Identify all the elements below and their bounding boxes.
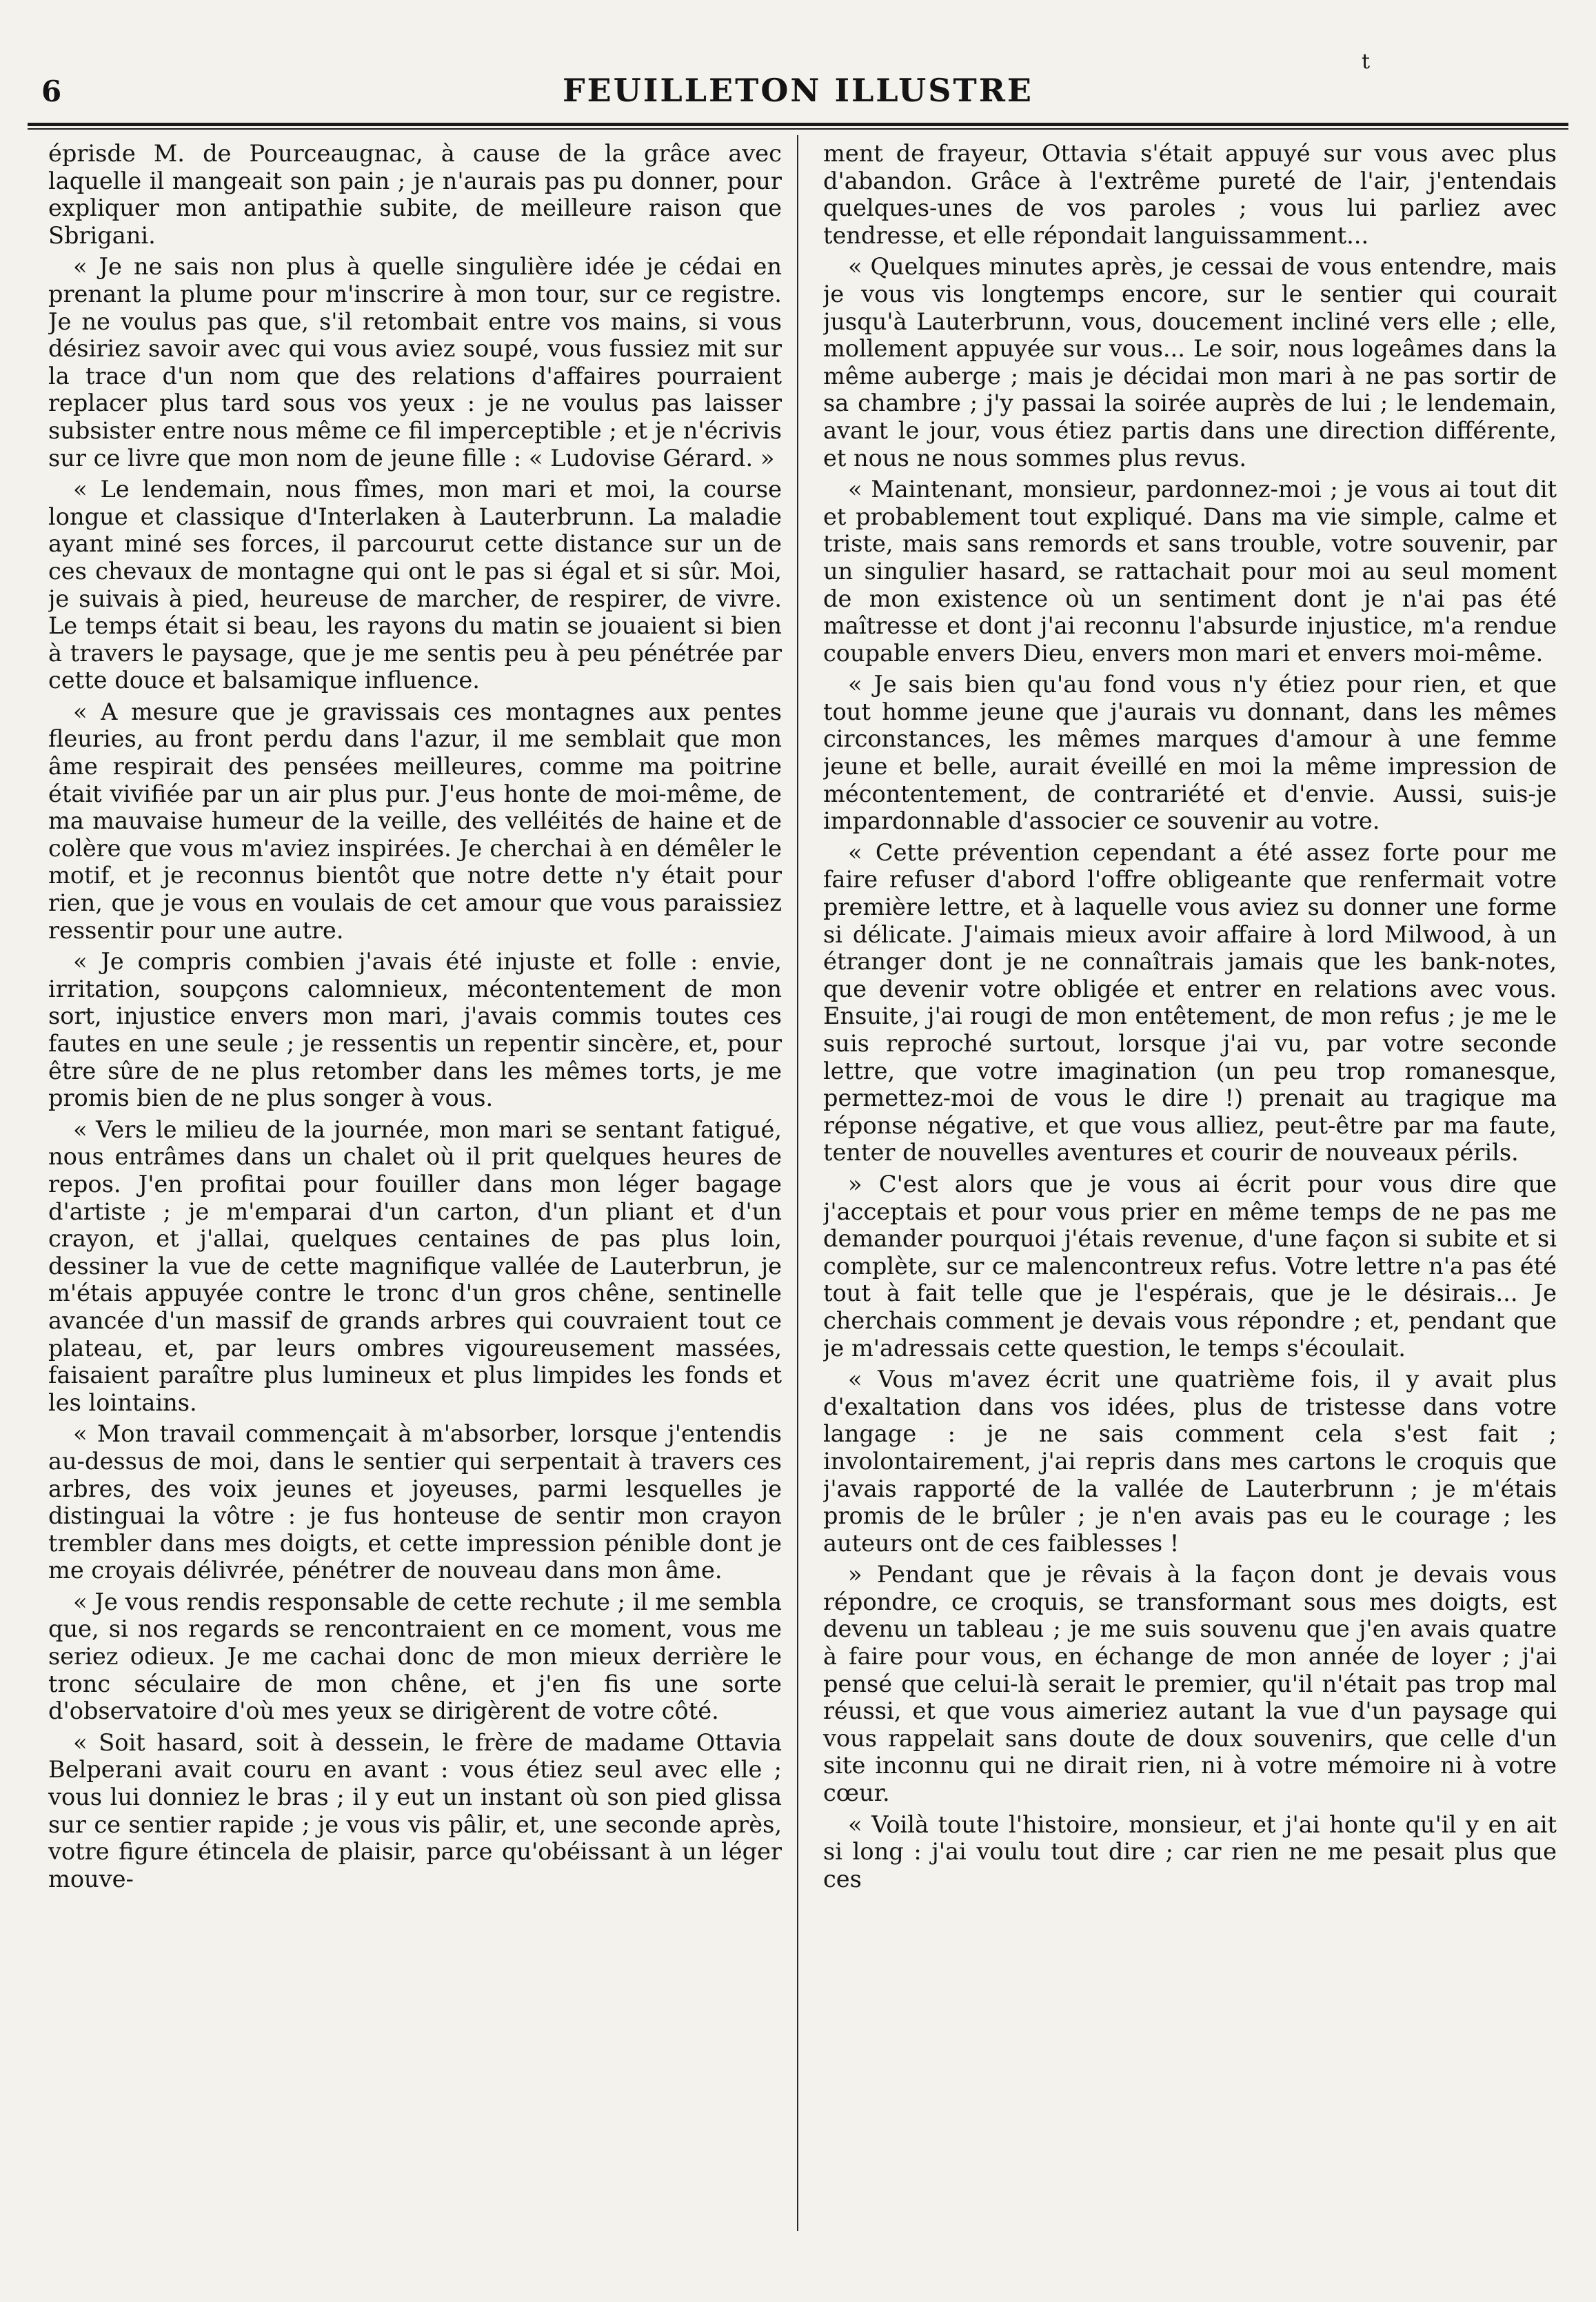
paragraph: » C'est alors que je vous ai écrit pour vous dire que j'acceptais et pour vous prier en même temps de ne pas me demander pourquoi j'étais revenue, d'une façon si subite et si complète, sur ce malencontreux refus. Votre lettre n'a pas été tout à fait telle que je l'espérais, que je le désirais... Je cherchais comment je devais vous répondre ; et, pendant que je m'adressais cette question, le temps s'écoulait. xyxy=(823,1170,1557,1362)
page-number: 6 xyxy=(41,74,62,108)
header-rule xyxy=(28,123,1568,126)
paragraph: « Quelques minutes après, je cessai de vous entendre, mais je vous vis longtemps encore, sur le sentier qui courait jusqu'à Lauterbrunn, vous, doucement incliné vers elle ; elle, mollement appuyée sur vous... Le soir, nous logeâmes dans la même auberge ; mais je décidai mon mari à ne pas sortir de sa chambre ; j'y passai la soirée auprès de lui ; le lendemain, avant le jour, vous étiez partis dans une direction différente, et nous ne nous sommes plus revus. xyxy=(823,253,1557,472)
paragraph: « Je ne sais non plus à quelle singulière idée je cédai en prenant la plume pour m'inscrire à mon tour, sur ce registre. Je ne voulus pas que, s'il retombait entre vos mains, si vous désiriez savoir avec qui vous aviez soupé, vous fussiez mit sur la trace d'un nom que des relations d'affaires pourraient replacer plus tard sous vos yeux : je ne voulus pas laisser subsister entre nous même ce fil imperceptible ; et je n'écrivis sur ce livre que mon nom de jeune fille : « Ludovise Gérard. » xyxy=(48,253,782,472)
header-mark: t xyxy=(1362,50,1371,74)
paragraph: « Voilà toute l'histoire, monsieur, et j'ai honte qu'il y en ait si long : j'ai voulu tout dire ; car rien ne me pesait plus que ces xyxy=(823,1810,1557,1892)
paragraph: « Le lendemain, nous fîmes, mon mari et moi, la course longue et classique d'Interlaken à Lauterbrunn. La maladie ayant miné ses forces, il parcourut cette distance sur un de ces chevaux de montagne qui ont le pas si égal et si sûr. Moi, je suivais à pied, heureuse de marcher, de respirer, de vivre. Le temps était si beau, les rayons du matin se jouaient si bien à travers le paysage, que je me sentis peu à peu pénétrée par cette douce et balsamique influence. xyxy=(48,476,782,694)
paragraph: « A mesure que je gravissais ces montagnes aux pentes fleuries, au front perdu dans l'azur, il me semblait que mon âme respirait des pensées meilleures, comme ma poitrine était vivifiée par un air plus pur. J'eus honte de moi-même, de ma mauvaise humeur de la veille, des velléités de haine et de colère que vous m'aviez inspirées. Je cherchai à en démêler le motif, et je reconnus bientôt que notre dette n'y était pour rien, que je vous en voulais de cet amour que vous paraissiez ressentir pour une autre. xyxy=(48,698,782,944)
paragraph: « Mon travail commençait à m'absorber, lorsque j'entendis au-dessus de moi, dans le sentier qui serpentait à travers ces arbres, des voix jeunes et joyeuses, parmi lesquelles je distinguai la vôtre : je fus honteuse de sentir mon crayon trembler dans mes doigts, et cette impression pénible dont je me croyais délivrée, pénétrer de nouveau dans mon âme. xyxy=(48,1420,782,1584)
paragraph: ment de frayeur, Ottavia s'était appuyé sur vous avec plus d'abandon. Grâce à l'extrême pureté de l'air, j'entendais quelques-unes de vos paroles ; vous lui parliez avec tendresse, et elle répondait languissamment... xyxy=(823,140,1557,249)
running-title: FEUILLETON ILLUSTRE xyxy=(562,72,1033,109)
paragraph: « Vers le milieu de la journée, mon mari se sentant fatigué, nous entrâmes dans un chalet où il prit quelques heures de repos. J'en profitai pour fouiller dans mon léger bagage d'artiste ; je m'emparai d'un carton, d'un pliant et d'un crayon, et j'allai, quelques centaines de pas plus loin, dessiner la vue de cette magnifique vallée de Lauterbrun, je m'étais appuyée contre le tronc d'un gros chêne, sentinelle avancée d'un massif de grands arbres qui couvraient tout ce plateau, et, par leurs ombres vigoureusement massées, faisaient paraître plus lumineux et plus limpides les fonds et les lointains. xyxy=(48,1115,782,1416)
header-rule-thin xyxy=(28,128,1568,130)
right-column xyxy=(823,140,1557,2232)
paragraph: éprisde M. de Pourceaugnac, à cause de la grâce avec laquelle il mangeait son pain ; je n'aurais pas pu donner, pour expliquer mon antipathie subite, de meilleure raison que Sbrigani. xyxy=(48,140,782,249)
paragraph: « Je vous rendis responsable de cette rechute ; il me sembla que, si nos regards se rencontraient en ce moment, vous me seriez odieux. Je me cachai donc de mon mieux derrière le tronc séculaire de mon chêne, et j'en fis une sorte d'observatoire d'où mes yeux se dirigèrent de votre côté. xyxy=(48,1588,782,1725)
column-divider xyxy=(797,135,798,2231)
paragraph: « Vous m'avez écrit une quatrième fois, il y avait plus d'exaltation dans vos idées, plus de tristesse dans votre langage : je ne sais comment cela s'est fait ; involontairement, j'ai repris dans mes cartons le croquis que j'avais rapporté de la vallée de Lauterbrunn ; je m'étais promis de le brûler ; je n'en avais pas eu le courage ; les auteurs ont de ces faiblesses ! xyxy=(823,1366,1557,1557)
paragraph: « Cette prévention cependant a été assez forte pour me faire refuser d'abord l'offre obligeante que renfermait votre première lettre, et à laquelle vous aviez su donner une forme si délicate. J'aimais mieux avoir affaire à lord Milwood, à un étranger dont je ne connaîtrais jamais que les bank-notes, que devenir votre obligée et entrer en relations avec vous. Ensuite, j'ai rougi de mon entêtement, de mon refus ; je me le suis reproché surtout, lorsque j'ai vu, par votre seconde lettre, que votre imagination (un peu trop romanesque, permettez-moi de vous le dire !) prenait au tragique ma réponse négative, et que vous alliez, peut-être par ma faute, tenter de nouvelles aventures et courir de nouveaux périls. xyxy=(823,838,1557,1167)
paragraph: « Je compris combien j'avais été injuste et folle : envie, irritation, soupçons calomnieux, mécontentement de mon sort, injustice envers mon mari, j'avais commis toutes ces fautes en une seule ; je ressentis un repentir sincère, et, pour être sûre de ne plus retomber dans les mêmes torts, je me promis bien de ne plus songer à vous. xyxy=(48,948,782,1112)
page-header xyxy=(34,62,1562,117)
paragraph: » Pendant que je rêvais à la façon dont je devais vous répondre, ce croquis, se transformant sous mes doigts, est devenu un tableau ; je me suis souvenu que j'en avais quatre à faire pour vous, en échange de mon année de loyer ; j'ai pensé que celui-là serait le premier, qu'il n'était pas trop mal réussi, et que vous aimeriez autant la vue d'un paysage qui vous rappelait sans doute de doux souvenirs, que celle d'un site inconnu qui ne dirait rien, ni à votre mémoire ni à votre cœur. xyxy=(823,1561,1557,1807)
paragraph: « Maintenant, monsieur, pardonnez-moi ; je vous ai tout dit et probablement tout expliqué. Dans ma vie simple, calme et triste, mais sans remords et sans trouble, votre souvenir, par un singulier hasard, se rattachait pour moi au seul moment de mon existence où un sentiment dont je n'ai pas été maîtresse et dont j'ai reconnu l'absurde injustice, m'a rendue coupable envers Dieu, envers mon mari et envers moi-même. xyxy=(823,476,1557,667)
paragraph: « Je sais bien qu'au fond vous n'y étiez pour rien, et que tout homme jeune que j'aurais vu donnant, dans les mêmes circonstances, les mêmes marques d'amour à une femme jeune et belle, aurait éveillé en moi la même impression de mécontentement, de contrariété et d'envie. Aussi, suis-je impardonnable d'associer ce souvenir au votre. xyxy=(823,671,1557,835)
paragraph: « Soit hasard, soit à dessein, le frère de madame Ottavia Belperani avait couru en avant : vous étiez seul avec elle ; vous lui donniez le bras ; il y eut un instant où son pied glissa sur ce sentier rapide ; je vous vis pâlir, et, une seconde après, votre figure étincela de plaisir, parce qu'obéissant à un léger mouve- xyxy=(48,1728,782,1892)
left-column xyxy=(48,140,782,2232)
